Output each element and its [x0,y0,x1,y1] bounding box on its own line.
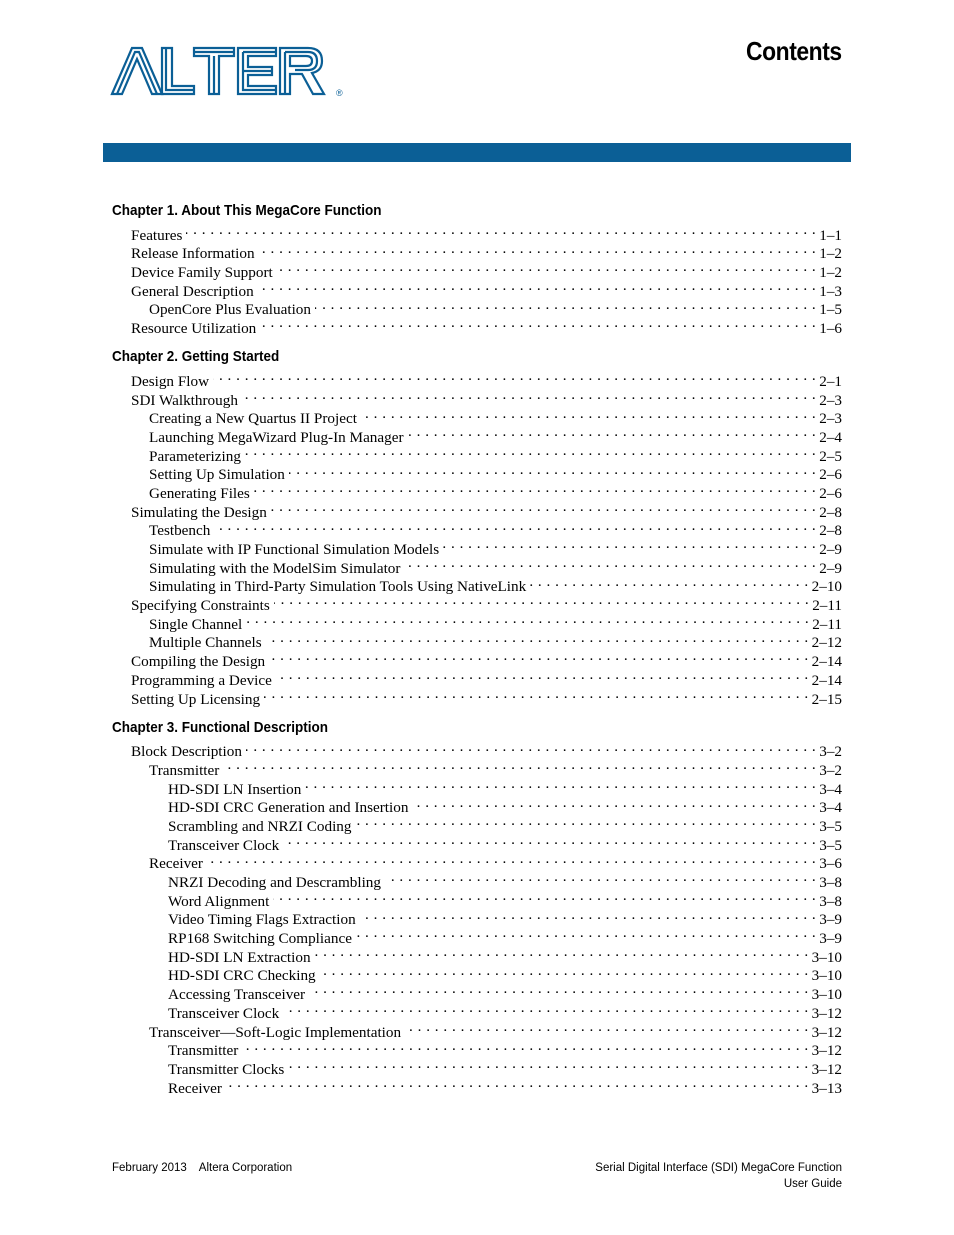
toc-entry-page: 1–2 [819,264,842,282]
toc-entry[interactable] [112,738,842,761]
dot-leader [283,831,816,850]
toc-entry-page: 2–14 [811,671,842,689]
dot-leader [269,647,808,666]
toc-entry-page: 1–5 [819,301,842,319]
toc-entry-page: 3–4 [819,780,842,798]
toc-entry-title: HD-SDI CRC Generation and Insertion [168,799,409,817]
toc-entry-page: 2–8 [819,522,842,540]
footer-date: February 2013 [112,1162,187,1174]
toc-entry-title: HD-SDI LN Extraction [168,948,311,966]
toc-entry-title: Multiple Channels [149,634,262,652]
dot-leader [271,498,816,517]
dot-leader [315,296,816,315]
toc-entry-page: 2–12 [811,634,842,652]
toc-entry-title: Resource Utilization [131,320,257,338]
toc-entry-title: Device Family Support [131,264,273,282]
toc-entry-page: 2–14 [811,653,842,671]
toc-entry-page: 2–3 [819,391,842,409]
toc-entry[interactable] [112,517,842,540]
toc-entry[interactable] [112,240,842,263]
dot-leader [356,924,816,943]
dot-leader [309,980,809,999]
toc-entry-page: 2–8 [819,503,842,521]
dot-leader [245,442,816,461]
dot-leader [530,573,808,592]
toc-entry-title: Design Flow [131,372,210,390]
toc-entry-title: HD-SDI CRC Checking [168,967,316,985]
dot-leader [356,812,817,831]
toc-entry-page: 3–8 [819,874,842,892]
toc-entry-page: 3–8 [819,892,842,910]
dot-leader [260,314,816,333]
toc-entry-page: 2–10 [811,578,842,596]
toc-entry-title: Accessing Transceiver [168,986,306,1004]
toc-entry-page: 3–10 [811,948,842,966]
toc-entry-title: General Description [131,282,254,300]
footer-company: Altera Corporation [198,1162,293,1174]
dot-leader [288,1055,808,1074]
toc-entry-title: Word Alignment [168,892,270,910]
dot-leader [405,1018,809,1037]
dot-leader [223,756,816,775]
toc-entry[interactable] [112,535,842,559]
toc-entry-page: 3–10 [811,967,842,985]
toc-entry-title: NRZI Decoding and Descrambling [168,874,381,892]
toc-entry-page: 2–4 [819,428,842,446]
toc-entry-title: Receiver [149,855,203,873]
toc-entry-page: 1–1 [819,226,842,244]
altera-logo [110,44,350,100]
toc-entry-title: Generating Files [149,484,250,502]
toc-entry-page: 3–12 [811,1023,842,1041]
toc-entry-page: 2–1 [819,372,842,390]
dot-leader [385,868,816,887]
toc-entry-title: Scrambling and NRZI Coding [168,817,352,835]
dot-leader [305,775,816,794]
toc-entry-title: Single Channel [149,615,243,633]
toc-entry-page: 3–12 [811,1042,842,1060]
dot-leader [360,906,817,925]
dot-leader [259,240,817,259]
dot-leader [276,666,809,685]
toc-entry-page: 3–5 [819,836,842,854]
toc-entry-title: Setting Up Simulation [149,466,285,484]
dot-leader [264,685,809,704]
dot-leader [283,999,808,1018]
toc-entry-title: Launching MegaWizard Plug-In Manager [149,428,404,446]
toc-entry-title: Transmitter Clocks [168,1060,285,1078]
dot-leader [254,479,816,498]
dot-leader [274,591,809,610]
toc-entry-page: 3–13 [811,1079,842,1097]
page-title: Contents [746,36,842,66]
toc-entry-page: 2–5 [819,447,842,465]
toc-entry-page: 1–6 [819,320,842,338]
chapter-heading[interactable]: Chapter 2. Getting Started [112,348,280,366]
toc-entry-page: 3–12 [811,1004,842,1022]
toc-entry-page: 3–5 [819,817,842,835]
toc-entry-page: 2–15 [811,690,842,708]
dot-leader [408,423,817,442]
toc-entry-title: Block Description [131,743,242,761]
dot-leader [258,277,817,296]
dot-leader [186,221,816,240]
dot-leader [273,887,816,906]
toc-entry-page: 3–9 [819,930,842,948]
toc-entry[interactable] [112,221,842,244]
toc-entry-title: Receiver [168,1079,222,1097]
toc-entry-title: Setting Up Licensing [131,690,261,708]
toc-entry-page: 3–10 [811,986,842,1004]
toc-entry-page: 2–11 [812,615,842,633]
toc-entry-title: HD-SDI LN Insertion [168,780,302,798]
toc-entry-page: 2–9 [819,559,842,577]
toc-entry[interactable] [112,367,842,390]
toc-entry-title: Transmitter [168,1042,239,1060]
toc-entry-title: Transmitter [149,761,220,779]
toc-entry-page: 3–2 [819,761,842,779]
toc-entry-title: Testbench [149,522,211,540]
toc-entry-page: 2–6 [819,466,842,484]
dot-leader [214,517,816,536]
footer-doc-type: User Guide [783,1178,842,1190]
dot-leader [266,629,809,648]
dot-leader [246,738,816,757]
dot-leader [404,554,816,573]
toc-entry[interactable] [112,386,842,409]
footer-left [112,1160,292,1176]
toc-entry-title: Compiling the Design [131,653,266,671]
toc-entry-page: 1–2 [819,245,842,263]
toc-entry-title: Features [131,226,183,244]
dot-leader [320,962,809,981]
toc-entry-title: Transceiver Clock [168,1004,280,1022]
toc-entry-title: Parameterizing [149,447,241,465]
toc-entry-page: 2–3 [819,410,842,428]
toc-entry-page: 2–11 [812,597,842,615]
footer-right [595,1160,842,1192]
toc-entry[interactable] [112,850,842,873]
toc-entry-page: 3–2 [819,743,842,761]
toc-entry-page: 3–4 [819,799,842,817]
toc-entry-page: 3–12 [811,1060,842,1078]
toc-entry-title: Programming a Device [131,671,272,689]
toc-entry-title: RP168 Switching Compliance [168,930,352,948]
dot-leader [246,610,809,629]
toc-entry-page: 3–6 [819,855,842,873]
dot-leader [213,367,816,386]
toc-entry-page: 2–6 [819,484,842,502]
toc-entry-title: Transceiver Clock [168,836,280,854]
toc-entry-title: Simulate with IP Functional Simulation Models [149,541,440,559]
altera-logo-icon [110,44,350,100]
toc-entry-title: Video Timing Flags Extraction [168,911,356,929]
dot-leader [226,1074,809,1093]
footer-doc-title: Serial Digital Interface (SDI) MegaCore Function [595,1162,842,1174]
toc-entry-title: Simulating the Design [131,503,267,521]
toc-entry-title: SDI Walkthrough [131,391,238,409]
dot-leader [289,461,816,480]
dot-leader [242,386,816,405]
toc-entry-page: 1–3 [819,282,842,300]
chapter-heading[interactable]: Chapter 1. About This MegaCore Function [112,202,382,219]
dot-leader [443,535,816,554]
dot-leader [242,1037,808,1056]
toc-entry-title: Transceiver—Soft-Logic Implementation [149,1023,402,1041]
toc-entry-page: 2–9 [819,541,842,559]
dot-leader [412,794,816,813]
toc-entry-title: OpenCore Plus Evaluation [149,301,311,319]
dot-leader [361,405,816,424]
toc-entry-title: Specifying Constraints [131,597,270,615]
table-of-contents [112,200,842,1097]
toc-entry-title: Release Information [131,245,255,263]
dot-leader [277,258,816,277]
toc-entry-title: Simulating in Third-Party Simulation Tools Using NativeLink [149,578,527,596]
registered-mark: ® [336,88,343,98]
dot-leader [207,850,816,869]
toc-entry[interactable] [112,868,842,892]
header-banner [103,143,851,162]
dot-leader [315,943,809,962]
chapter-heading[interactable]: Chapter 3. Functional Description [112,718,329,736]
toc-entry-page: 3–9 [819,911,842,929]
toc-entry-title: Creating a New Quartus II Project [149,410,357,428]
toc-entry-title: Simulating with the ModelSim Simulator [149,559,401,577]
